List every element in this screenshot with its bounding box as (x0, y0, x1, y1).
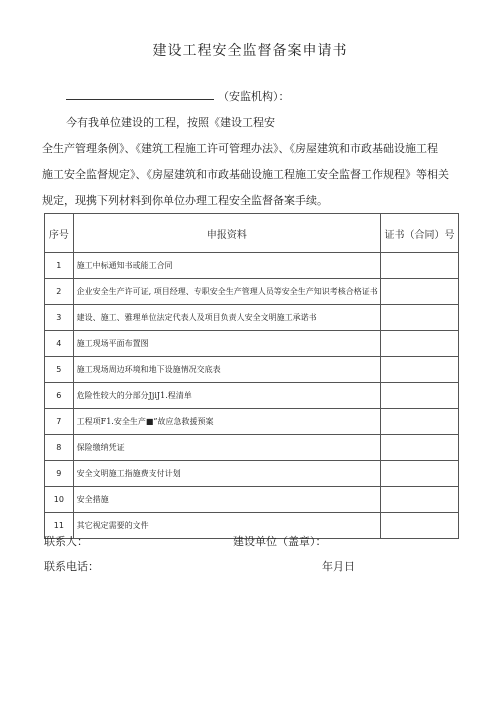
row-number: 2 (45, 279, 74, 305)
row-number: 10 (45, 487, 74, 513)
table-row (45, 487, 459, 513)
header-certificate: 证书（合同）号 (381, 214, 459, 253)
construction-unit-seal-label: 建设单位（盖章）： (233, 535, 327, 548)
table-row (45, 331, 459, 357)
body-line-3: 施工安全监督规定》、《房屋建筑和市政基础设施工程施工安全监督工作规程》等相关 (42, 168, 449, 181)
row-certificate-cell[interactable] (381, 409, 459, 435)
date-label: 年月日 (322, 560, 355, 573)
row-item: 安全措施 (73, 487, 380, 513)
table-row (45, 357, 459, 383)
table-row (45, 253, 459, 279)
row-certificate-cell[interactable] (381, 331, 459, 357)
row-certificate-cell[interactable] (381, 461, 459, 487)
row-number: 5 (45, 357, 74, 383)
table-header-row (45, 214, 459, 253)
document-title: 建设工程安全监督备案申请书 (152, 43, 348, 59)
addressee-blank-field[interactable] (66, 91, 214, 100)
row-number: 9 (45, 461, 74, 487)
row-number: 8 (45, 435, 74, 461)
row-item: 保险缴纳凭证 (73, 435, 380, 461)
contact-person-label: 联系人： (44, 535, 88, 548)
row-item: 企业安全生产许可证, 项目经理、专职安全生产管理人员等安全生产知识考核合格证书 (73, 279, 380, 305)
header-materials: 申报资料 (73, 214, 380, 253)
row-certificate-cell[interactable] (381, 383, 459, 409)
row-number: 7 (45, 409, 74, 435)
row-certificate-cell[interactable] (381, 435, 459, 461)
row-item: 工程项F1.安全生产■”故应急救援预案 (73, 409, 380, 435)
table-row (45, 461, 459, 487)
table-row (45, 383, 459, 409)
row-number: 11 (45, 513, 74, 539)
row-certificate-cell[interactable] (381, 487, 459, 513)
row-item: 其它视定需要的文件 (73, 513, 380, 539)
row-item: 安全文明施工指施费支付计划 (73, 461, 380, 487)
contact-phone-label: 联系电话： (44, 560, 99, 573)
row-item: 施工现场周边环境和地下设施情况交底表 (73, 357, 380, 383)
materials-table (44, 213, 459, 539)
table-row (45, 435, 459, 461)
row-item: 危险性较大的分部分JjiJ1.程清单 (73, 383, 380, 409)
row-item: 建设、施工、雅理单位法定代表人及项目负责人安全文明施工承诺书 (73, 305, 380, 331)
row-item: 施工中标通知书或能工合同 (73, 253, 380, 279)
addressee-suffix: （安监机构）： (218, 90, 290, 103)
addressee-line (66, 88, 290, 104)
table-row (45, 409, 459, 435)
body-line-2: 全生产管理条例》、《建筑工程施工许可管理办法》、《房屋建筑和市政基础设施工程 (42, 142, 438, 155)
row-certificate-cell[interactable] (381, 357, 459, 383)
row-certificate-cell[interactable] (381, 513, 459, 539)
header-serial: 序号 (45, 214, 74, 253)
table-row (45, 279, 459, 305)
row-certificate-cell[interactable] (381, 305, 459, 331)
body-line-1: 今有我单位建设的工程，按照《建设工程安 (66, 116, 275, 129)
row-number: 1 (45, 253, 74, 279)
table-row (45, 305, 459, 331)
row-certificate-cell[interactable] (381, 253, 459, 279)
body-line-4: 规定，现携下列材料到你单位办理工程安全监督备案手续。 (42, 194, 328, 207)
row-item: 施工现场平面布置图 (73, 331, 380, 357)
row-number: 6 (45, 383, 74, 409)
row-number: 3 (45, 305, 74, 331)
row-number: 4 (45, 331, 74, 357)
row-certificate-cell[interactable] (381, 279, 459, 305)
